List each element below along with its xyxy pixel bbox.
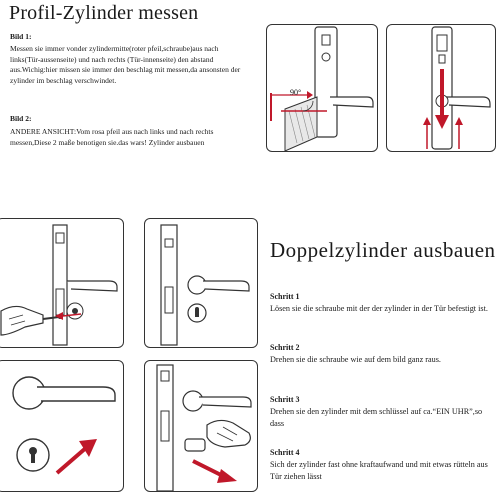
figure-step1-screwdriver xyxy=(0,218,124,348)
figure-step4-pull-cylinder xyxy=(144,360,258,492)
step-4 xyxy=(270,447,496,482)
step-3 xyxy=(270,394,496,429)
angle-label: 90° xyxy=(290,88,302,97)
step-2-text: Drehen sie die schraube wie auf dem bild ganz raus. xyxy=(270,355,441,364)
page-title-measure: Profil-Zylinder messen xyxy=(9,2,199,24)
bild1-text: Messen sie immer vonder zylindermitte(roter pfeil,schraube)aus nach links(Tür-aussenseite) und nach rechts (Tür-innenseite) den abstand aus.Wichig:hier missen sie immer den beschlag mit messen,da ansonsten der zylinder im beschlag verschwindet. xyxy=(10,44,241,85)
step-4-heading: Schritt 4 xyxy=(270,448,300,457)
figure-measure-front xyxy=(386,24,496,152)
step-1-heading: Schritt 1 xyxy=(270,292,300,301)
figure-measure-side xyxy=(266,24,378,152)
figure-step3-lever xyxy=(0,360,124,492)
page-title-remove: Doppelzylinder ausbauen xyxy=(270,238,496,262)
step-3-heading: Schritt 3 xyxy=(270,395,300,404)
bild2-text: ANDERE ANSICHT:Vom rosa pfeil aus nach links und nach rechts messen,Diese 2 maße benotigen sie.das wars! Zylinder ausbauen xyxy=(10,127,214,147)
figure-step2-door xyxy=(144,218,258,348)
bild1-heading: Bild 1: xyxy=(10,32,32,41)
step-1-text: Lösen sie die schraube mit der der zylinder in der Tür befestigt ist. xyxy=(270,304,488,313)
step-2-heading: Schritt 2 xyxy=(270,343,300,352)
step-1 xyxy=(270,291,496,315)
step-3-text: Drehen sie den zylinder mit dem schlüssel auf ca.“EIN UHR”,so dass xyxy=(270,407,483,428)
step-2 xyxy=(270,342,496,366)
step-4-text: Sich der zylinder fast ohne kraftaufwand und mit etwas rütteln aus Tür ziehen lässt xyxy=(270,460,488,481)
bild2-heading: Bild 2: xyxy=(10,114,32,123)
